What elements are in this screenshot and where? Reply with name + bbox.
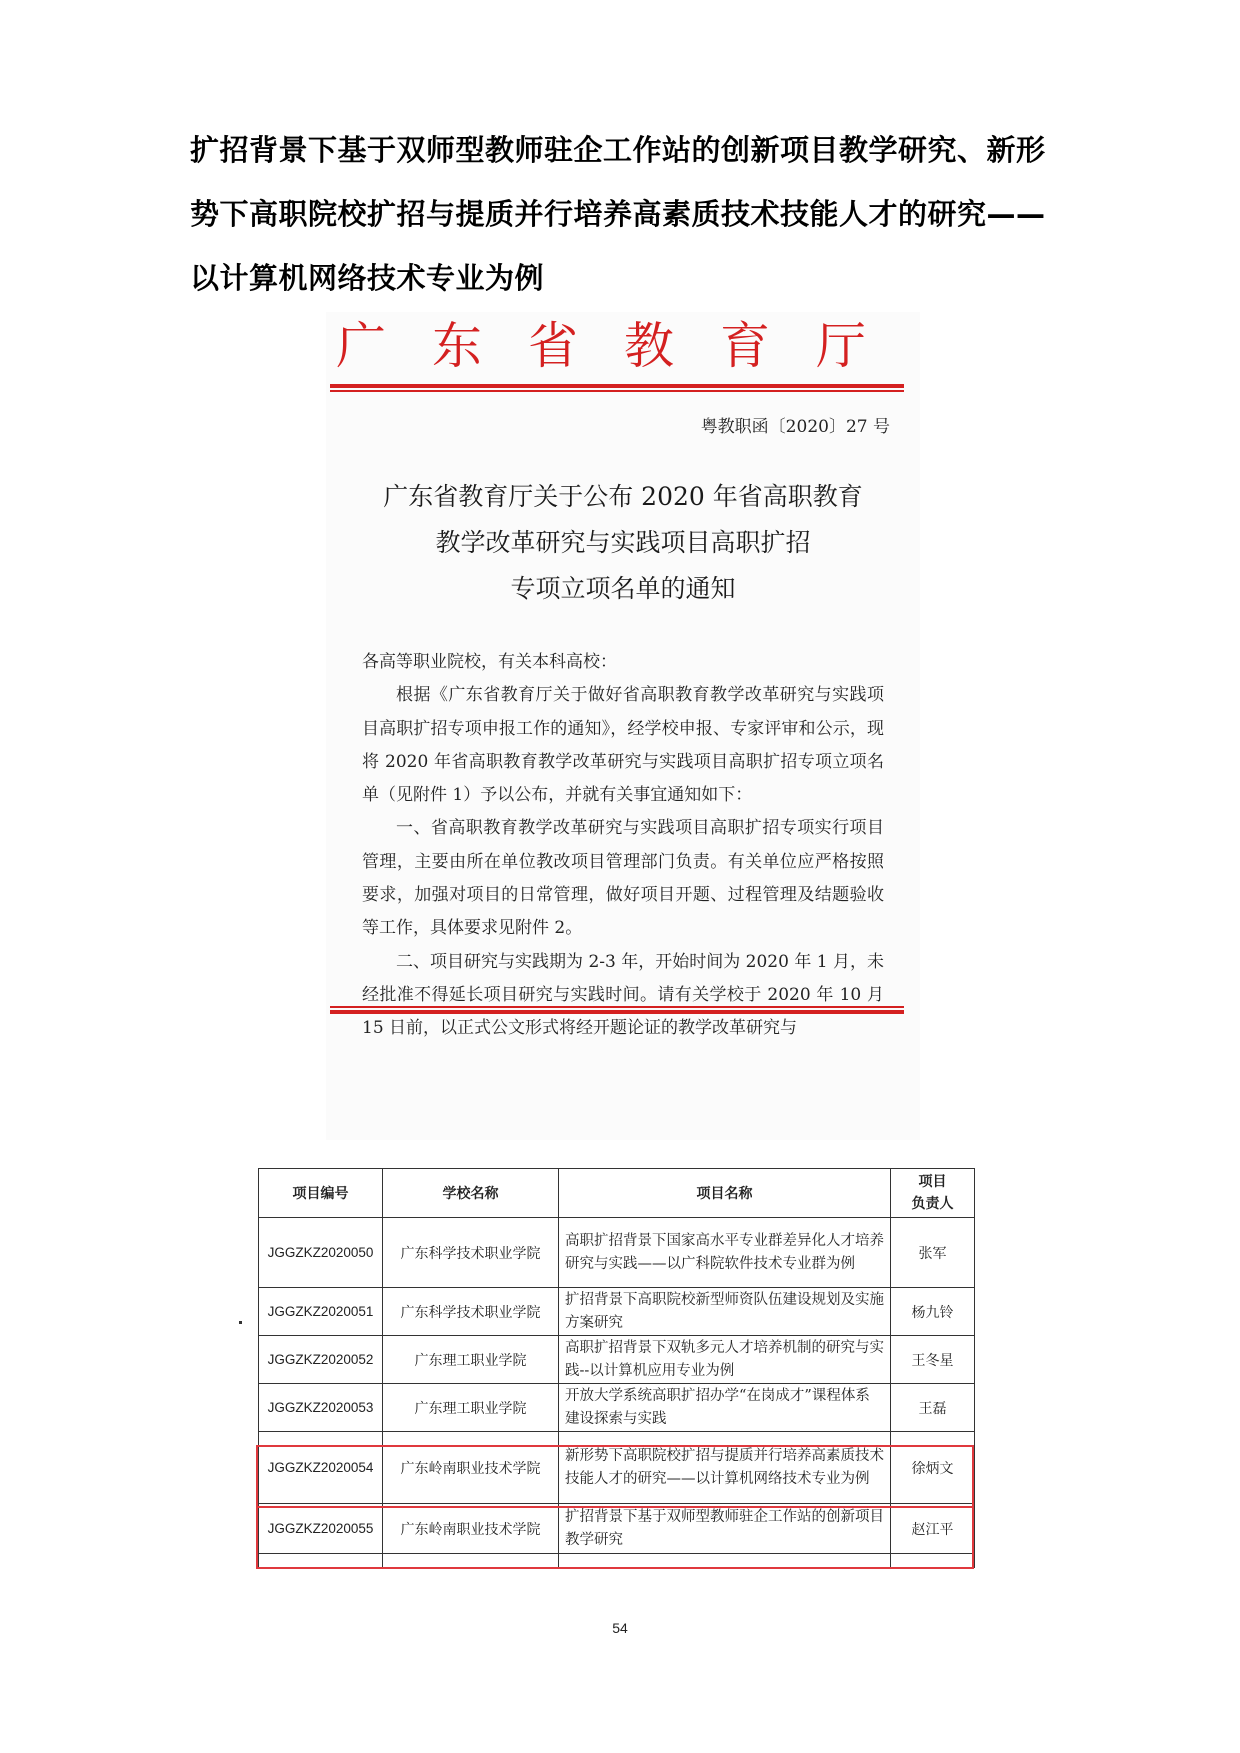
project-lead: 王冬星 xyxy=(891,1336,975,1384)
project-lead: 王磊 xyxy=(891,1384,975,1432)
table-crop-edge xyxy=(258,1568,978,1592)
document-number: 粤教职函〔2020〕27 号 xyxy=(700,417,890,437)
letterhead-char: 教 xyxy=(624,317,674,375)
table-row xyxy=(259,1218,975,1288)
header-project-lead xyxy=(891,1169,975,1218)
header-project-id: 项目编号 xyxy=(259,1169,383,1218)
body-paragraph: 二、项目研究与实践期为 2-3 年，开始时间为 2020 年 1 月，未经批准不得延长项目研究与实践时间。请有关学校于 2020 年 10 月 15 日前，以正式公文形式将经开题论证的教学改革研究与 xyxy=(362,951,884,1039)
letterhead-char: 育 xyxy=(720,317,770,375)
header-school-name: 学校名称 xyxy=(383,1169,559,1218)
salutation: 各高等职业院校，有关本科高校： xyxy=(362,652,617,672)
body-paragraph: 一、省高职教育教学改革研究与实践项目高职扩招专项实行项目管理，主要由所在单位教改项目管理部门负责。有关单位应严格按照要求，加强对项目的日常管理，做好项目开题、过程管理及结题验收等工作，具体要求见附件 2。 xyxy=(362,818,884,939)
project-id: JGGZKZ2020052 xyxy=(259,1336,383,1384)
letterhead-char: 省 xyxy=(528,317,578,375)
footer-rule xyxy=(330,1010,904,1014)
school-name: 广东岭南职业技术学院 xyxy=(383,1432,559,1504)
project-id: JGGZKZ2020053 xyxy=(259,1384,383,1432)
project-name: 高职扩招背景下国家高水平专业群差异化人才培养研究与实践——以广科院软件技术专业群为例 xyxy=(559,1218,891,1288)
project-name: 新形势下高职院校扩招与提质并行培养高素质技术技能人才的研究——以计算机网络技术专业为例 xyxy=(559,1432,891,1504)
project-id: JGGZKZ2020050 xyxy=(259,1218,383,1288)
heading-line: 专项立项名单的通知 xyxy=(510,574,736,603)
table-header-row xyxy=(259,1169,975,1218)
header-lead-line: 项目 xyxy=(918,1174,947,1190)
header-lead-line: 负责人 xyxy=(911,1196,954,1212)
project-name: 开放大学系统高职扩招办学“在岗成才”课程体系建设探索与实践 xyxy=(559,1384,891,1432)
letterhead-rule xyxy=(330,384,904,388)
project-id: JGGZKZ2020054 xyxy=(259,1432,383,1504)
highlight-divider xyxy=(256,1506,974,1508)
document-body xyxy=(362,646,884,1046)
letterhead xyxy=(336,312,906,380)
project-lead: 杨九铃 xyxy=(891,1288,975,1336)
school-name: 广东科学技术职业学院 xyxy=(383,1288,559,1336)
letterhead-char: 广 xyxy=(336,317,386,375)
letterhead-rule-thin xyxy=(330,390,904,392)
project-lead: 赵江平 xyxy=(891,1504,975,1554)
page-title: 扩招背景下基于双师型教师驻企工作站的创新项目教学研究、新形势下高职院校扩招与提质并行培养高素质技术技能人才的研究——以计算机网络技术专业为例 xyxy=(190,133,1046,295)
project-name: 扩招背景下基于双师型教师驻企工作站的创新项目教学研究 xyxy=(559,1504,891,1554)
project-name: 扩招背景下高职院校新型师资队伍建设规划及实施方案研究 xyxy=(559,1288,891,1336)
table-row xyxy=(259,1336,975,1384)
school-name: 广东科学技术职业学院 xyxy=(383,1218,559,1288)
table-row xyxy=(259,1384,975,1432)
notice-document-scan xyxy=(326,312,920,1140)
header-project-name: 项目名称 xyxy=(559,1169,891,1218)
letterhead-char: 厅 xyxy=(816,317,866,375)
project-id: JGGZKZ2020055 xyxy=(259,1504,383,1554)
school-name: 广东理工职业学院 xyxy=(383,1336,559,1384)
project-id: JGGZKZ2020051 xyxy=(259,1288,383,1336)
project-name: 高职扩招背景下双轨多元人才培养机制的研究与实践--以计算机应用专业为例 xyxy=(559,1336,891,1384)
document-heading xyxy=(326,474,920,612)
body-paragraph: 根据《广东省教育厅关于做好省高职教育教学改革研究与实践项目高职扩招专项申报工作的通知》，经学校申报、专家评审和公示，现将 2020 年省高职教育教学改革研究与实践项目高职扩招专项立项名单（见附件 1）予以公布，并就有关事宜通知如下： xyxy=(362,685,884,806)
letterhead-char: 东 xyxy=(432,317,482,375)
project-lead: 徐炳文 xyxy=(891,1432,975,1504)
project-lead: 张军 xyxy=(891,1218,975,1288)
page-number: 54 xyxy=(612,1620,628,1636)
scan-speck xyxy=(239,1321,242,1324)
school-name: 广东岭南职业技术学院 xyxy=(383,1504,559,1554)
heading-line: 教学改革研究与实践项目高职扩招 xyxy=(435,528,811,557)
school-name: 广东理工职业学院 xyxy=(383,1384,559,1432)
heading-line: 广东省教育厅关于公布 2020 年省高职教育 xyxy=(383,482,863,511)
table-row xyxy=(259,1288,975,1336)
footer-rule-thin xyxy=(330,1006,904,1008)
